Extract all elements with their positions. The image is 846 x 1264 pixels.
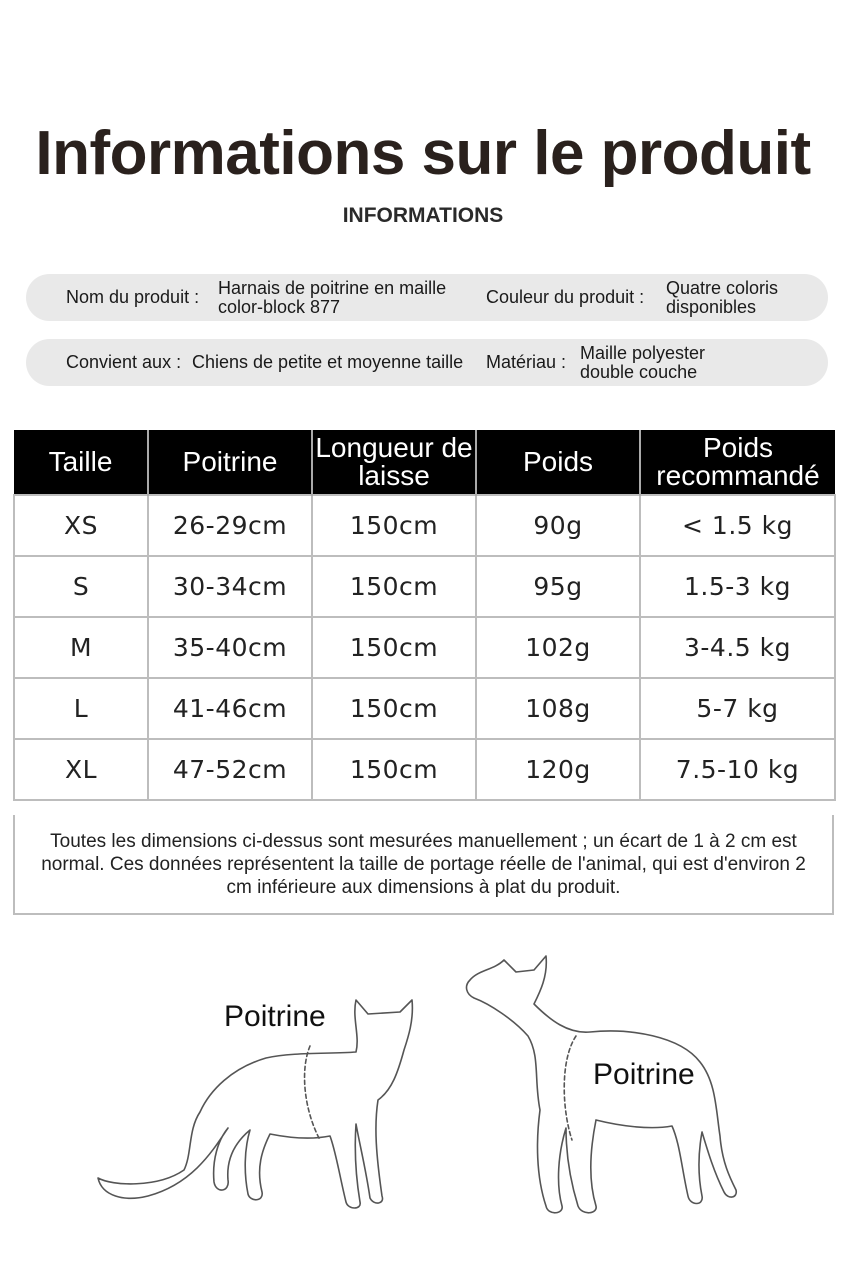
table-row — [14, 617, 835, 678]
cell-chest: 26-29cm — [148, 495, 312, 556]
cell-size: S — [14, 556, 148, 617]
header-recommended-weight: Poids recommandé — [640, 430, 835, 495]
product-name-value: Harnais de poitrine en maille color-block 877 — [218, 277, 447, 317]
measurement-note-text: Toutes les dimensions ci-dessus sont mesurées manuellement ; un écart de 1 à 2 cm est normal. Ces données représentent la taille de portage réelle de l'animal, qui est d'environ 2 cm inférieure aux dimensions à plat du produit. — [41, 830, 806, 898]
cell-weight: 102g — [476, 617, 640, 678]
page-subtitle: INFORMATIONS — [342, 204, 504, 227]
size-table — [13, 430, 836, 801]
cell-leash-length: 150cm — [312, 678, 476, 739]
product-color-label: Couleur du produit : — [486, 287, 645, 307]
cell-weight: 90g — [476, 495, 640, 556]
cell-leash-length: 150cm — [312, 495, 476, 556]
cell-recommended-weight: 5-7 kg — [640, 678, 835, 739]
spec-row-product — [26, 274, 828, 321]
table-row — [14, 678, 835, 739]
cell-size: XL — [14, 739, 148, 800]
cat-chest-strap — [305, 1046, 320, 1140]
cell-leash-length: 150cm — [312, 617, 476, 678]
cell-recommended-weight: 7.5-10 kg — [640, 739, 835, 800]
table-row — [14, 495, 835, 556]
dog-chest-strap — [564, 1036, 576, 1140]
header-size: Taille — [14, 430, 148, 495]
pet-measurement-diagram — [0, 940, 846, 1240]
cell-chest: 41-46cm — [148, 678, 312, 739]
cell-size: L — [14, 678, 148, 739]
page-title: Informations sur le produit — [35, 119, 811, 188]
cell-weight: 108g — [476, 678, 640, 739]
fits-label: Convient aux : — [66, 352, 182, 372]
cell-weight: 120g — [476, 739, 640, 800]
cell-recommended-weight: 1.5-3 kg — [640, 556, 835, 617]
fits-value: Chiens de petite et moyenne taille — [192, 352, 464, 372]
material-value: Maille polyester double couche — [580, 342, 706, 382]
cell-chest: 30-34cm — [148, 556, 312, 617]
measurement-note — [13, 815, 834, 915]
table-row — [14, 556, 835, 617]
material-label: Matériau : — [486, 352, 567, 372]
size-table-header — [14, 430, 835, 495]
cell-chest: 47-52cm — [148, 739, 312, 800]
header-chest: Poitrine — [148, 430, 312, 495]
table-row — [14, 739, 835, 800]
product-name-label: Nom du produit : — [66, 287, 200, 307]
cell-chest: 35-40cm — [148, 617, 312, 678]
header-weight: Poids — [476, 430, 640, 495]
cell-weight: 95g — [476, 556, 640, 617]
dog-chest-label: Poitrine — [593, 1058, 695, 1091]
cell-recommended-weight: 3-4.5 kg — [640, 617, 835, 678]
cell-size: XS — [14, 495, 148, 556]
cell-leash-length: 150cm — [312, 556, 476, 617]
spec-row-fit — [26, 339, 828, 386]
cat-chest-label: Poitrine — [224, 1000, 326, 1033]
header-leash-length: Longueur de laisse — [312, 430, 476, 495]
cell-size: M — [14, 617, 148, 678]
product-color-value: Quatre coloris disponibles — [666, 277, 779, 317]
cell-leash-length: 150cm — [312, 739, 476, 800]
cell-recommended-weight: < 1.5 kg — [640, 495, 835, 556]
